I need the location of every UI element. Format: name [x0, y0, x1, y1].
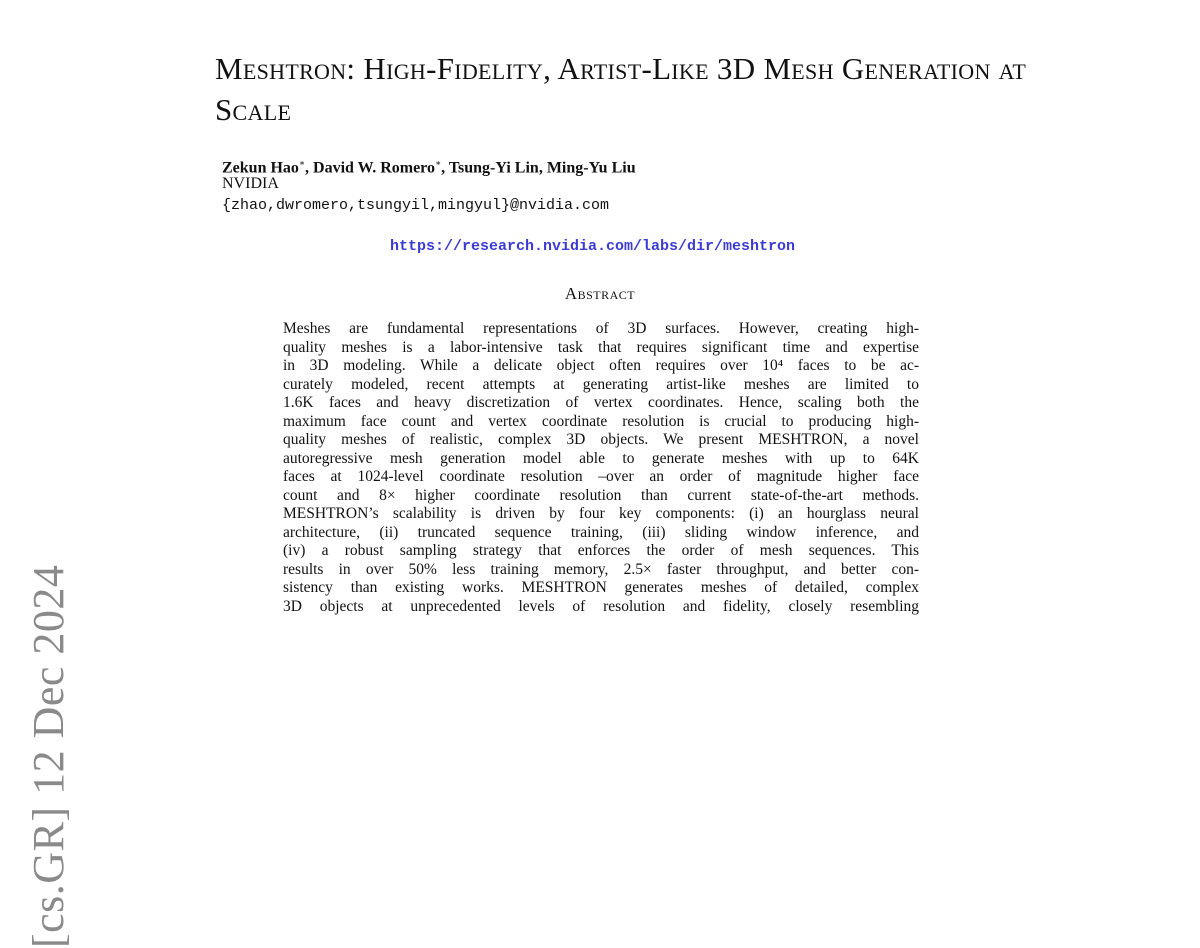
project-url-link[interactable]: https://research.nvidia.com/labs/dir/meshtron [389, 238, 796, 255]
abstract-line: quality meshes of realistic, complex 3D objects. We present MESHTRON, a novel [283, 431, 919, 448]
abstract-line: results in over 50% less training memory, 2.5× faster throughput, and better con- [283, 560, 919, 578]
abstract-heading: Abstract [564, 284, 636, 303]
author-name: Ming-Yu Liu [546, 159, 636, 177]
abstract-line: count and 8× higher coordinate resolution than current state-of-the-art methods. [283, 486, 919, 504]
abstract-body [283, 320, 919, 616]
abstract-line: 1.6K faces and heavy discretization of vertex coordinates. Hence, scaling both the [283, 394, 919, 411]
abstract-line: (iv) a robust sampling strategy that enforces the order of mesh sequences. This [283, 542, 919, 559]
abstract-line: 3D objects at unprecedented levels of resolution and fidelity, closely resembling [283, 597, 919, 615]
author-mark: ∗ [298, 158, 306, 168]
abstract-line: quality meshes is a labor-intensive task that requires significant time and expertise [283, 338, 919, 356]
abstract-line: faces at 1024-level coordinate resolution –over an order of magnitude higher face [283, 468, 919, 485]
abstract-line: MESHTRON’s scalability is driven by four key components: (i) an hourglass neural [283, 505, 919, 522]
affiliation: NVIDIA [222, 175, 279, 192]
abstract-line: curately modeled, recent attempts at generating artist-like meshes are limited to [283, 375, 919, 393]
abstract-line: sistency than existing works. MESHTRON generates meshes of detailed, complex [283, 579, 919, 596]
author-emails: {zhao,dwromero,tsungyil,mingyul}@nvidia.com [222, 197, 610, 214]
abstract-line: Meshes are fundamental representations of 3D surfaces. However, creating high- [283, 320, 919, 337]
author-list: Zekun Hao∗, David W. Romero∗, Tsung-Yi Lin, Ming-Yu Liu [222, 158, 636, 177]
abstract-line: architecture, (ii) truncated sequence training, (iii) sliding window inference, and [283, 523, 919, 541]
abstract-line: autoregressive mesh generation model able to generate meshes with up to 64K [283, 449, 919, 467]
author-name: David W. Romero [313, 159, 435, 177]
arxiv-stamp-text: [cs.GR] 12 Dec 2024 [24, 564, 73, 948]
arxiv-side-stamp [24, 300, 73, 948]
abstract-line: in 3D modeling. While a delicate object often requires over 10⁴ faces to be ac- [283, 357, 919, 374]
author-name: Zekun Hao [222, 159, 299, 177]
abstract-line: maximum face count and vertex coordinate resolution is crucial to producing high- [283, 412, 919, 430]
author-name: Tsung-Yi Lin [448, 159, 539, 177]
paper-title: Meshtron: High-Fidelity, Artist-Like 3D Mesh Generation at Scale [215, 51, 1027, 127]
author-mark: ∗ [434, 158, 442, 168]
